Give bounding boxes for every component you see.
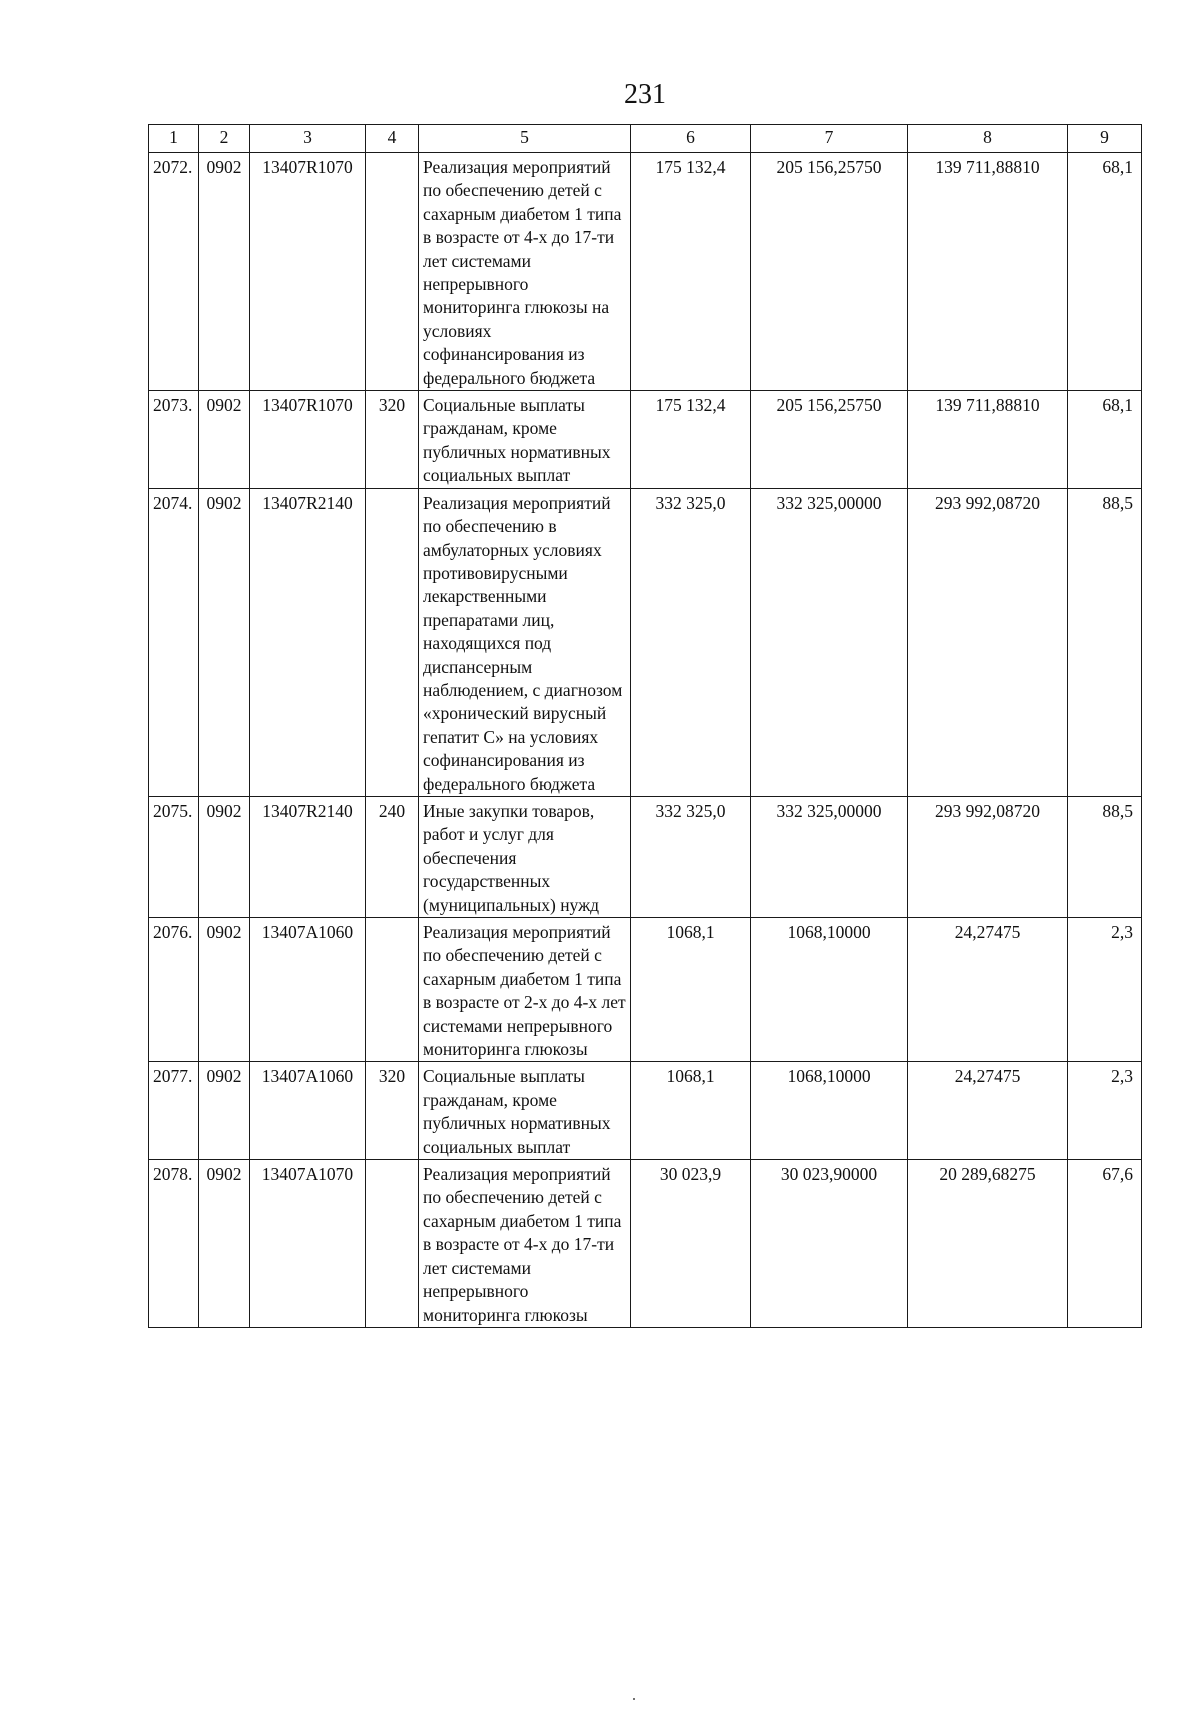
table-header	[149, 125, 1142, 153]
row-number: 2076.	[149, 918, 199, 1062]
executed-amount: 24,27475	[908, 918, 1068, 1062]
revised-amount: 30 023,90000	[751, 1160, 908, 1328]
approved-amount: 175 132,4	[631, 153, 751, 391]
item-name: Социальные выплаты гражданам, кроме публичных нормативных социальных выплат	[419, 1062, 631, 1160]
executed-amount: 293 992,08720	[908, 488, 1068, 796]
item-name: Реализация мероприятий по обеспечению в амбулаторных условиях противовирусными лекарственными препаратами лиц, находящихся под диспансерным наблюдением, с диагнозом «хронический вирусный гепатит С» на условиях софинансирования из федерального бюджета	[419, 488, 631, 796]
header-col-9: 9	[1068, 125, 1142, 153]
expense-type	[366, 488, 419, 796]
expense-type: 240	[366, 796, 419, 917]
header-col-6: 6	[631, 125, 751, 153]
target-article: 13407R2140	[250, 488, 366, 796]
item-name: Социальные выплаты гражданам, кроме публичных нормативных социальных выплат	[419, 391, 631, 489]
target-article: 13407R2140	[250, 796, 366, 917]
target-article: 13407А1070	[250, 1160, 366, 1328]
header-row	[149, 125, 1142, 153]
executed-amount: 293 992,08720	[908, 796, 1068, 917]
revised-amount: 1068,10000	[751, 918, 908, 1062]
approved-amount: 332 325,0	[631, 488, 751, 796]
row-number: 2078.	[149, 1160, 199, 1328]
expense-type	[366, 1160, 419, 1328]
section-code: 0902	[199, 918, 250, 1062]
revised-amount: 205 156,25750	[751, 391, 908, 489]
table-row	[149, 796, 1142, 917]
row-number: 2077.	[149, 1062, 199, 1160]
approved-amount: 175 132,4	[631, 391, 751, 489]
revised-amount: 205 156,25750	[751, 153, 908, 391]
row-number: 2074.	[149, 488, 199, 796]
approved-amount: 1068,1	[631, 918, 751, 1062]
executed-amount: 139 711,88810	[908, 153, 1068, 391]
target-article: 13407R1070	[250, 391, 366, 489]
header-col-2: 2	[199, 125, 250, 153]
target-article: 13407А1060	[250, 918, 366, 1062]
scan-speck	[633, 1698, 635, 1700]
executed-amount: 24,27475	[908, 1062, 1068, 1160]
expense-type: 320	[366, 391, 419, 489]
execution-percent: 2,3	[1068, 918, 1142, 1062]
section-code: 0902	[199, 391, 250, 489]
header-col-8: 8	[908, 125, 1068, 153]
expense-type: 320	[366, 1062, 419, 1160]
table-body	[149, 153, 1142, 1328]
table-row	[149, 391, 1142, 489]
header-col-5: 5	[419, 125, 631, 153]
target-article: 13407R1070	[250, 153, 366, 391]
row-number: 2072.	[149, 153, 199, 391]
revised-amount: 1068,10000	[751, 1062, 908, 1160]
table-row	[149, 488, 1142, 796]
item-name: Реализация мероприятий по обеспечению детей с сахарным диабетом 1 типа в возрасте от 4-х до 17-ти лет системами непрерывного мониторинга глюкозы	[419, 1160, 631, 1328]
approved-amount: 332 325,0	[631, 796, 751, 917]
execution-percent: 68,1	[1068, 391, 1142, 489]
expense-type	[366, 918, 419, 1062]
section-code: 0902	[199, 796, 250, 917]
target-article: 13407А1060	[250, 1062, 366, 1160]
executed-amount: 139 711,88810	[908, 391, 1068, 489]
table-row	[149, 918, 1142, 1062]
header-col-4: 4	[366, 125, 419, 153]
execution-percent: 2,3	[1068, 1062, 1142, 1160]
row-number: 2073.	[149, 391, 199, 489]
executed-amount: 20 289,68275	[908, 1160, 1068, 1328]
item-name: Реализация мероприятий по обеспечению детей с сахарным диабетом 1 типа в возрасте от 4-х до 17-ти лет системами непрерывного мониторинга глюкозы на условиях софинансирования из федерального бюджета	[419, 153, 631, 391]
approved-amount: 30 023,9	[631, 1160, 751, 1328]
execution-percent: 67,6	[1068, 1160, 1142, 1328]
table-row	[149, 1062, 1142, 1160]
revised-amount: 332 325,00000	[751, 796, 908, 917]
row-number: 2075.	[149, 796, 199, 917]
revised-amount: 332 325,00000	[751, 488, 908, 796]
approved-amount: 1068,1	[631, 1062, 751, 1160]
header-col-3: 3	[250, 125, 366, 153]
section-code: 0902	[199, 488, 250, 796]
page-number: 231	[624, 79, 666, 110]
table-row	[149, 153, 1142, 391]
budget-table	[148, 124, 1142, 1328]
header-col-7: 7	[751, 125, 908, 153]
execution-percent: 88,5	[1068, 488, 1142, 796]
execution-percent: 68,1	[1068, 153, 1142, 391]
section-code: 0902	[199, 1062, 250, 1160]
section-code: 0902	[199, 153, 250, 391]
execution-percent: 88,5	[1068, 796, 1142, 917]
expense-type	[366, 153, 419, 391]
item-name: Реализация мероприятий по обеспечению детей с сахарным диабетом 1 типа в возрасте от 2-х до 4-х лет системами непрерывного мониторинга глюкозы	[419, 918, 631, 1062]
item-name: Иные закупки товаров, работ и услуг для обеспечения государственных (муниципальных) нужд	[419, 796, 631, 917]
header-col-1: 1	[149, 125, 199, 153]
section-code: 0902	[199, 1160, 250, 1328]
table-row	[149, 1160, 1142, 1328]
